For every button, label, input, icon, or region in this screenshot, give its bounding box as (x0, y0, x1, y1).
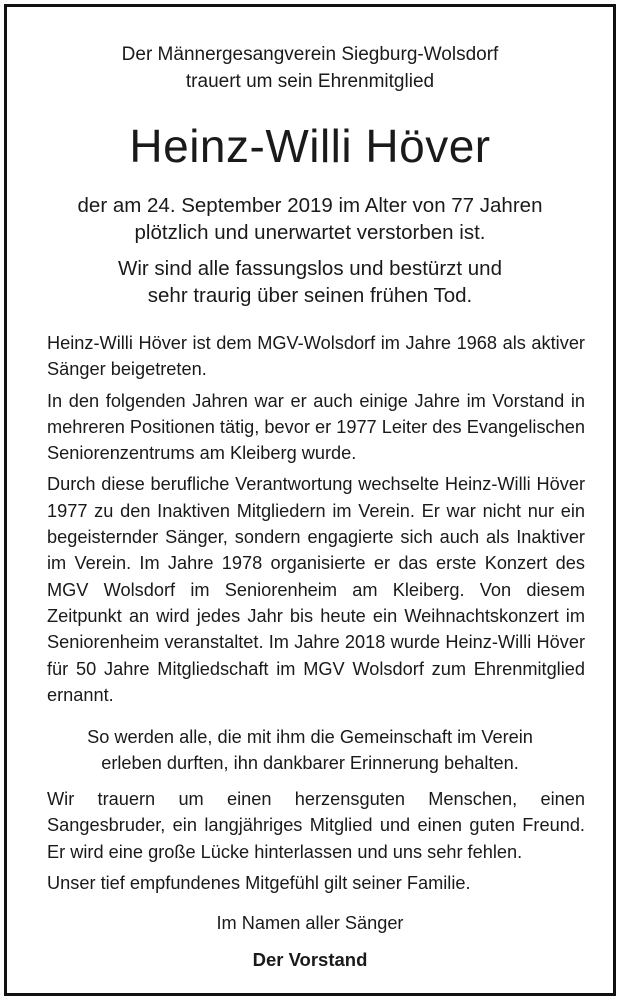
signoff: Im Namen aller Sänger (216, 913, 404, 933)
biography-paragraph-3: Durch diese berufliche Verantwortung wechselte Heinz-Willi Höver 1977 zu den Inaktiven Mitgliedern im Verein. Er war nicht nur ein begeisternder Sänger, sondern engagierte sich auch als Inaktiver im Verein. Im Jahre 1978 organisierte er das erste Konzert des MGV Wolsdorf im Seniorenheim am Kleiberg. Von diesem Zeitpunkt an wird jedes Jahr bis heute ein Weihnachtskonzert im Seniorenheim veranstaltet. Im Jahre 2018 wurde Heinz-Willi Höver für 50 Jahre Mitgliedschaft im MGV Wolsdorf zum Ehrenmitglied ernannt. (47, 474, 585, 705)
closing-paragraph-2: Unser tief empfundenes Mitgefühl gilt seiner Familie. (47, 872, 471, 893)
death-notice-line-2: plötzlich und unerwartet verstorben ist. (134, 221, 486, 244)
grief-line-1: Wir sind alle fassungslos und bestürzt und (117, 257, 502, 280)
signer: Der Vorstand (252, 949, 368, 970)
grief-line-2: sehr traurig über seinen frühen Tod. (147, 284, 473, 307)
death-notice-line-1: der am 24. September 2019 im Alter von 77 Jahren (77, 194, 543, 217)
biography-paragraph-2: In den folgenden Jahren war er auch einige Jahre im Vorstand in mehreren Positionen tätig, bevor er 1977 Leiter des Evangelischen Seniorenzentrums am Kleiberg wurde. (47, 390, 585, 464)
memory-line-1: So werden alle, die mit ihm die Gemeinschaft im Verein (87, 727, 533, 747)
obituary-content (7, 7, 613, 993)
deceased-name: Heinz-Willi Höver (129, 120, 491, 172)
grief-statement (27, 255, 593, 309)
biography (47, 330, 585, 713)
closing-text (47, 786, 585, 901)
death-notice (27, 192, 593, 246)
obituary-frame (4, 4, 616, 996)
biography-paragraph-1: Heinz-Willi Höver ist dem MGV-Wolsdorf im Jahre 1968 als aktiver Sänger beigetreten. (47, 333, 585, 380)
memory-statement (27, 724, 593, 777)
memory-line-2: erleben durften, ihn dankbarer Erinnerung behalten. (101, 753, 519, 774)
intro-block (27, 41, 593, 95)
intro-line-1: Der Männergesangverein Siegburg-Wolsdorf (121, 44, 499, 65)
closing-paragraph-1: Wir trauern um einen herzensguten Menschen, einen Sangesbruder, ein langjähriges Mitglied und einen guten Freund. Er wird eine große Lücke hinterlassen und uns sehr fehlen. (47, 789, 585, 862)
intro-line-2: trauert um sein Ehrenmitglied (185, 71, 435, 92)
